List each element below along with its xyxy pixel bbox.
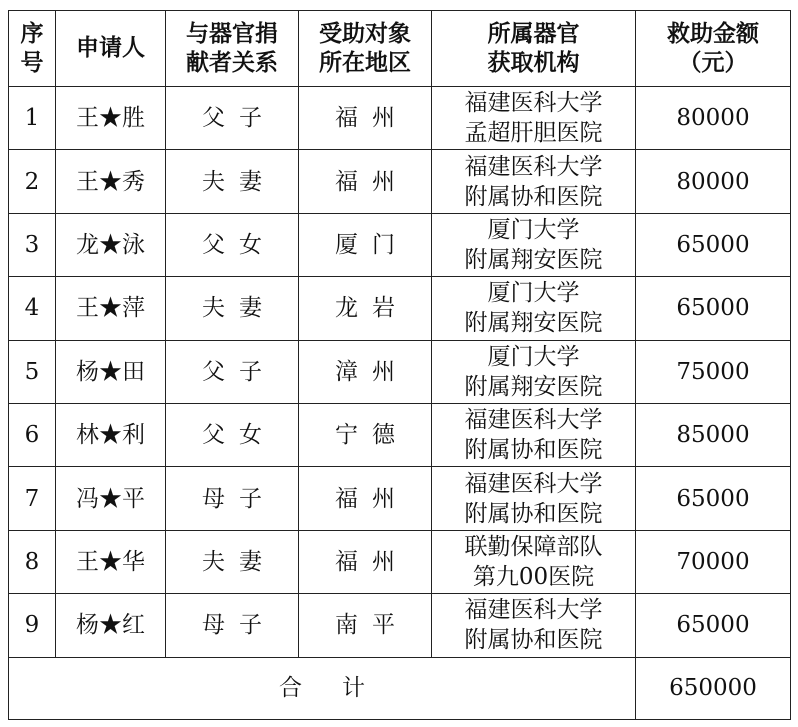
cell-institution [432, 467, 636, 530]
total-amount: 650000 [636, 657, 791, 719]
cell-applicant: 王★萍 [56, 277, 166, 340]
cell-amount: 65000 [636, 467, 791, 530]
header-seq [9, 11, 56, 87]
institution-line-1: 厦门大学 [487, 343, 580, 370]
header-seq-line-2: 号 [20, 49, 44, 76]
institution-line-1: 福建医科大学 [464, 407, 603, 434]
cell-seq: 1 [9, 87, 56, 150]
cell-institution [432, 213, 636, 276]
header-region-line-2: 所在地区 [319, 49, 411, 76]
institution-line-1: 福建医科大学 [464, 597, 603, 624]
cell-seq: 8 [9, 530, 56, 593]
cell-amount: 65000 [636, 277, 791, 340]
cell-relation: 夫妻 [166, 277, 299, 340]
table-row [9, 87, 791, 150]
cell-region: 福州 [299, 467, 432, 530]
table-row [9, 277, 791, 340]
cell-seq: 4 [9, 277, 56, 340]
cell-seq: 5 [9, 340, 56, 403]
table-row [9, 594, 791, 657]
table-row [9, 530, 791, 593]
header-institution-line-1: 所属器官 [487, 20, 580, 47]
header-institution-line-2: 获取机构 [487, 49, 580, 76]
cell-institution [432, 340, 636, 403]
header-seq-line-1: 序 [20, 20, 44, 47]
institution-line-2: 附属翔安医院 [464, 310, 603, 337]
cell-amount: 85000 [636, 403, 791, 466]
institution-line-1: 厦门大学 [487, 280, 580, 307]
cell-region: 宁德 [299, 403, 432, 466]
institution-line-1: 福建医科大学 [464, 90, 603, 117]
cell-institution [432, 594, 636, 657]
header-amount [636, 11, 791, 87]
table-row [9, 150, 791, 213]
institution-line-1: 福建医科大学 [464, 470, 603, 497]
cell-region: 福州 [299, 87, 432, 150]
cell-amount: 65000 [636, 213, 791, 276]
cell-institution [432, 150, 636, 213]
institution-line-1: 厦门大学 [487, 216, 580, 243]
cell-applicant: 王★秀 [56, 150, 166, 213]
cell-applicant: 林★利 [56, 403, 166, 466]
institution-line-2: 第九00医院 [472, 563, 595, 590]
cell-amount: 70000 [636, 530, 791, 593]
cell-amount: 80000 [636, 150, 791, 213]
header-institution [432, 11, 636, 87]
cell-institution [432, 403, 636, 466]
cell-region: 厦门 [299, 213, 432, 276]
cell-relation: 母子 [166, 467, 299, 530]
cell-relation: 父子 [166, 87, 299, 150]
cell-relation: 父女 [166, 213, 299, 276]
table-row [9, 213, 791, 276]
cell-seq: 3 [9, 213, 56, 276]
institution-line-1: 联勤保障部队 [464, 533, 603, 560]
total-row [9, 657, 791, 719]
header-relation [166, 11, 299, 87]
institution-line-1: 福建医科大学 [464, 153, 603, 180]
header-amount-line-2: （元） [678, 49, 748, 76]
header-region-line-1: 受助对象 [319, 20, 411, 47]
cell-institution [432, 530, 636, 593]
table-row [9, 403, 791, 466]
header-applicant: 申请人 [56, 11, 166, 87]
aid-table [8, 10, 791, 720]
institution-line-2: 附属协和医院 [464, 627, 603, 654]
table-row [9, 467, 791, 530]
cell-relation: 夫妻 [166, 150, 299, 213]
header-row [9, 11, 791, 87]
cell-region: 漳州 [299, 340, 432, 403]
cell-region: 南平 [299, 594, 432, 657]
cell-relation: 父女 [166, 403, 299, 466]
institution-line-2: 附属翔安医院 [464, 373, 603, 400]
cell-applicant: 王★胜 [56, 87, 166, 150]
cell-region: 福州 [299, 530, 432, 593]
cell-relation: 母子 [166, 594, 299, 657]
table-row [9, 340, 791, 403]
cell-amount: 65000 [636, 594, 791, 657]
cell-applicant: 冯★平 [56, 467, 166, 530]
cell-institution [432, 87, 636, 150]
cell-applicant: 王★华 [56, 530, 166, 593]
institution-line-2: 孟超肝胆医院 [464, 120, 603, 147]
total-label: 合计 [9, 657, 636, 719]
cell-applicant: 龙★泳 [56, 213, 166, 276]
cell-applicant: 杨★田 [56, 340, 166, 403]
cell-amount: 80000 [636, 87, 791, 150]
header-relation-line-2: 献者关系 [186, 49, 278, 76]
institution-line-2: 附属翔安医院 [464, 246, 603, 273]
cell-institution [432, 277, 636, 340]
cell-seq: 6 [9, 403, 56, 466]
header-region [299, 11, 432, 87]
cell-seq: 7 [9, 467, 56, 530]
cell-amount: 75000 [636, 340, 791, 403]
institution-line-2: 附属协和医院 [464, 183, 603, 210]
cell-seq: 2 [9, 150, 56, 213]
cell-relation: 父子 [166, 340, 299, 403]
cell-region: 福州 [299, 150, 432, 213]
cell-region: 龙岩 [299, 277, 432, 340]
header-relation-line-1: 与器官捐 [186, 20, 278, 47]
cell-applicant: 杨★红 [56, 594, 166, 657]
cell-relation: 夫妻 [166, 530, 299, 593]
cell-seq: 9 [9, 594, 56, 657]
institution-line-2: 附属协和医院 [464, 500, 603, 527]
institution-line-2: 附属协和医院 [464, 437, 603, 464]
header-amount-line-1: 救助金额 [667, 20, 759, 47]
